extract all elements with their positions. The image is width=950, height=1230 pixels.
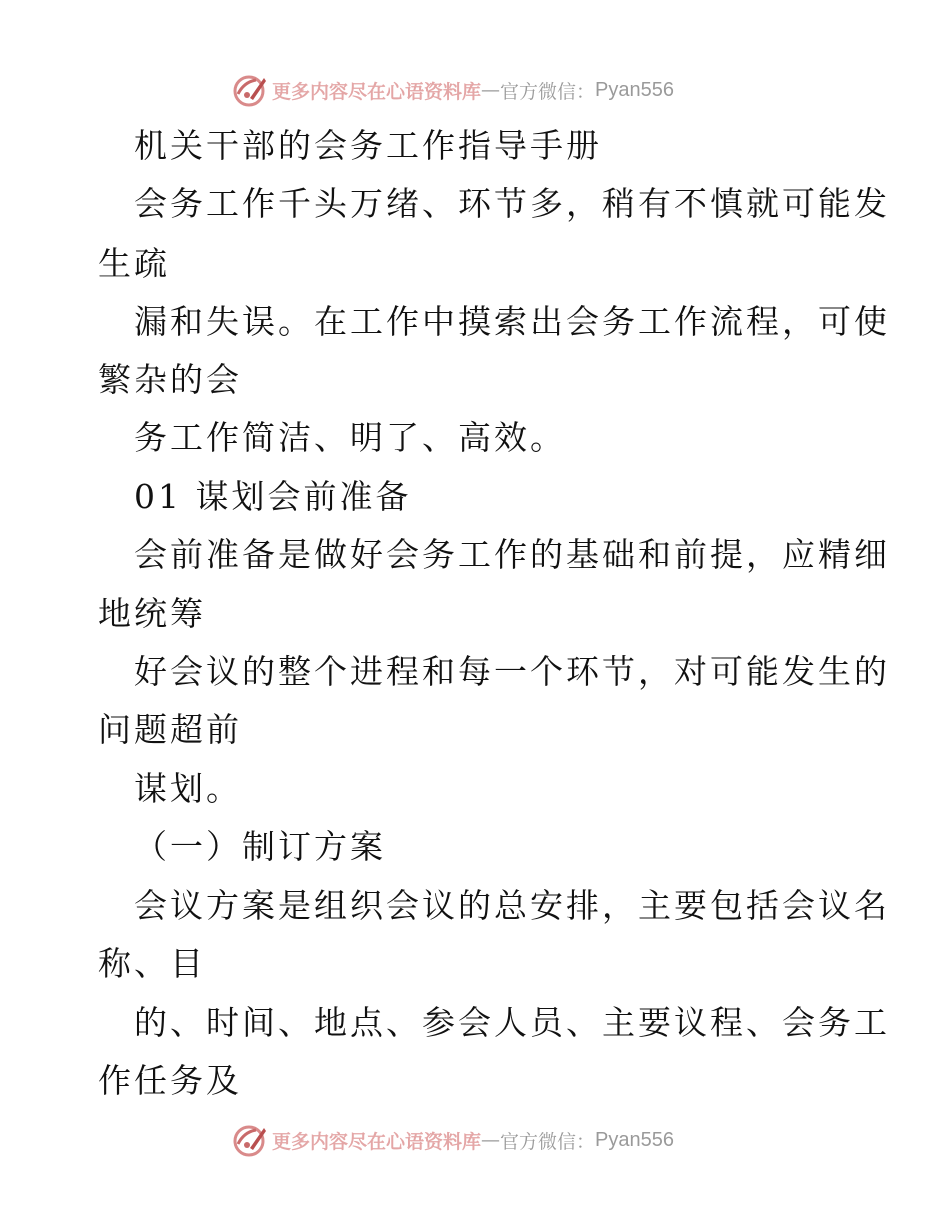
paragraph-line: 繁杂的会 <box>98 360 242 399</box>
paragraph-line: 谋划。 <box>134 769 242 808</box>
paragraph-line: 称、目 <box>98 944 206 983</box>
watermark-wechat-id: Pyan556 <box>595 1128 674 1151</box>
paragraph-line: 生疏 <box>98 244 170 283</box>
paragraph-line: 好会议的整个进程和每一个环节，对可能发生的 <box>134 652 890 691</box>
watermark-site-text: 更多内容尽在心语资料库 <box>272 1130 482 1153</box>
watermark-banner-bottom <box>232 1120 752 1160</box>
watermark-dash: — <box>481 79 501 101</box>
paragraph-line: 会前准备是做好会务工作的基础和前提，应精细 <box>134 535 890 574</box>
paragraph-line: 会议方案是组织会议的总安排，主要包括会议名 <box>134 886 890 925</box>
paragraph-line: 的、时间、地点、参会人员、主要议程、会务工 <box>134 1003 890 1042</box>
watermark-wechat-label: 官方微信： <box>500 80 596 103</box>
paragraph-line: 作任务及 <box>98 1061 242 1100</box>
watermark-wechat-label: 官方微信： <box>500 1130 596 1153</box>
paragraph-line: 务工作简洁、明了、高效。 <box>134 418 566 457</box>
paragraph-line: 漏和失误。在工作中摸索出会务工作流程，可使 <box>134 302 890 341</box>
watermark-wechat-id: Pyan556 <box>595 78 674 101</box>
paragraph-line: 会务工作千头万绪、环节多，稍有不慎就可能发 <box>134 184 890 223</box>
pen-logo-icon <box>232 72 268 108</box>
paragraph-line: 问题超前 <box>98 710 242 749</box>
document-title: 机关干部的会务工作指导手册 <box>134 126 602 165</box>
paragraph-line: 地统筹 <box>98 594 206 633</box>
subsection-heading: （一）制订方案 <box>134 827 386 866</box>
watermark-site-text: 更多内容尽在心语资料库 <box>272 80 482 103</box>
watermark-dash: — <box>481 1129 501 1151</box>
watermark-banner-top <box>232 70 752 110</box>
section-heading: 01 谋划会前准备 <box>134 477 412 516</box>
pen-logo-icon <box>232 1122 268 1158</box>
